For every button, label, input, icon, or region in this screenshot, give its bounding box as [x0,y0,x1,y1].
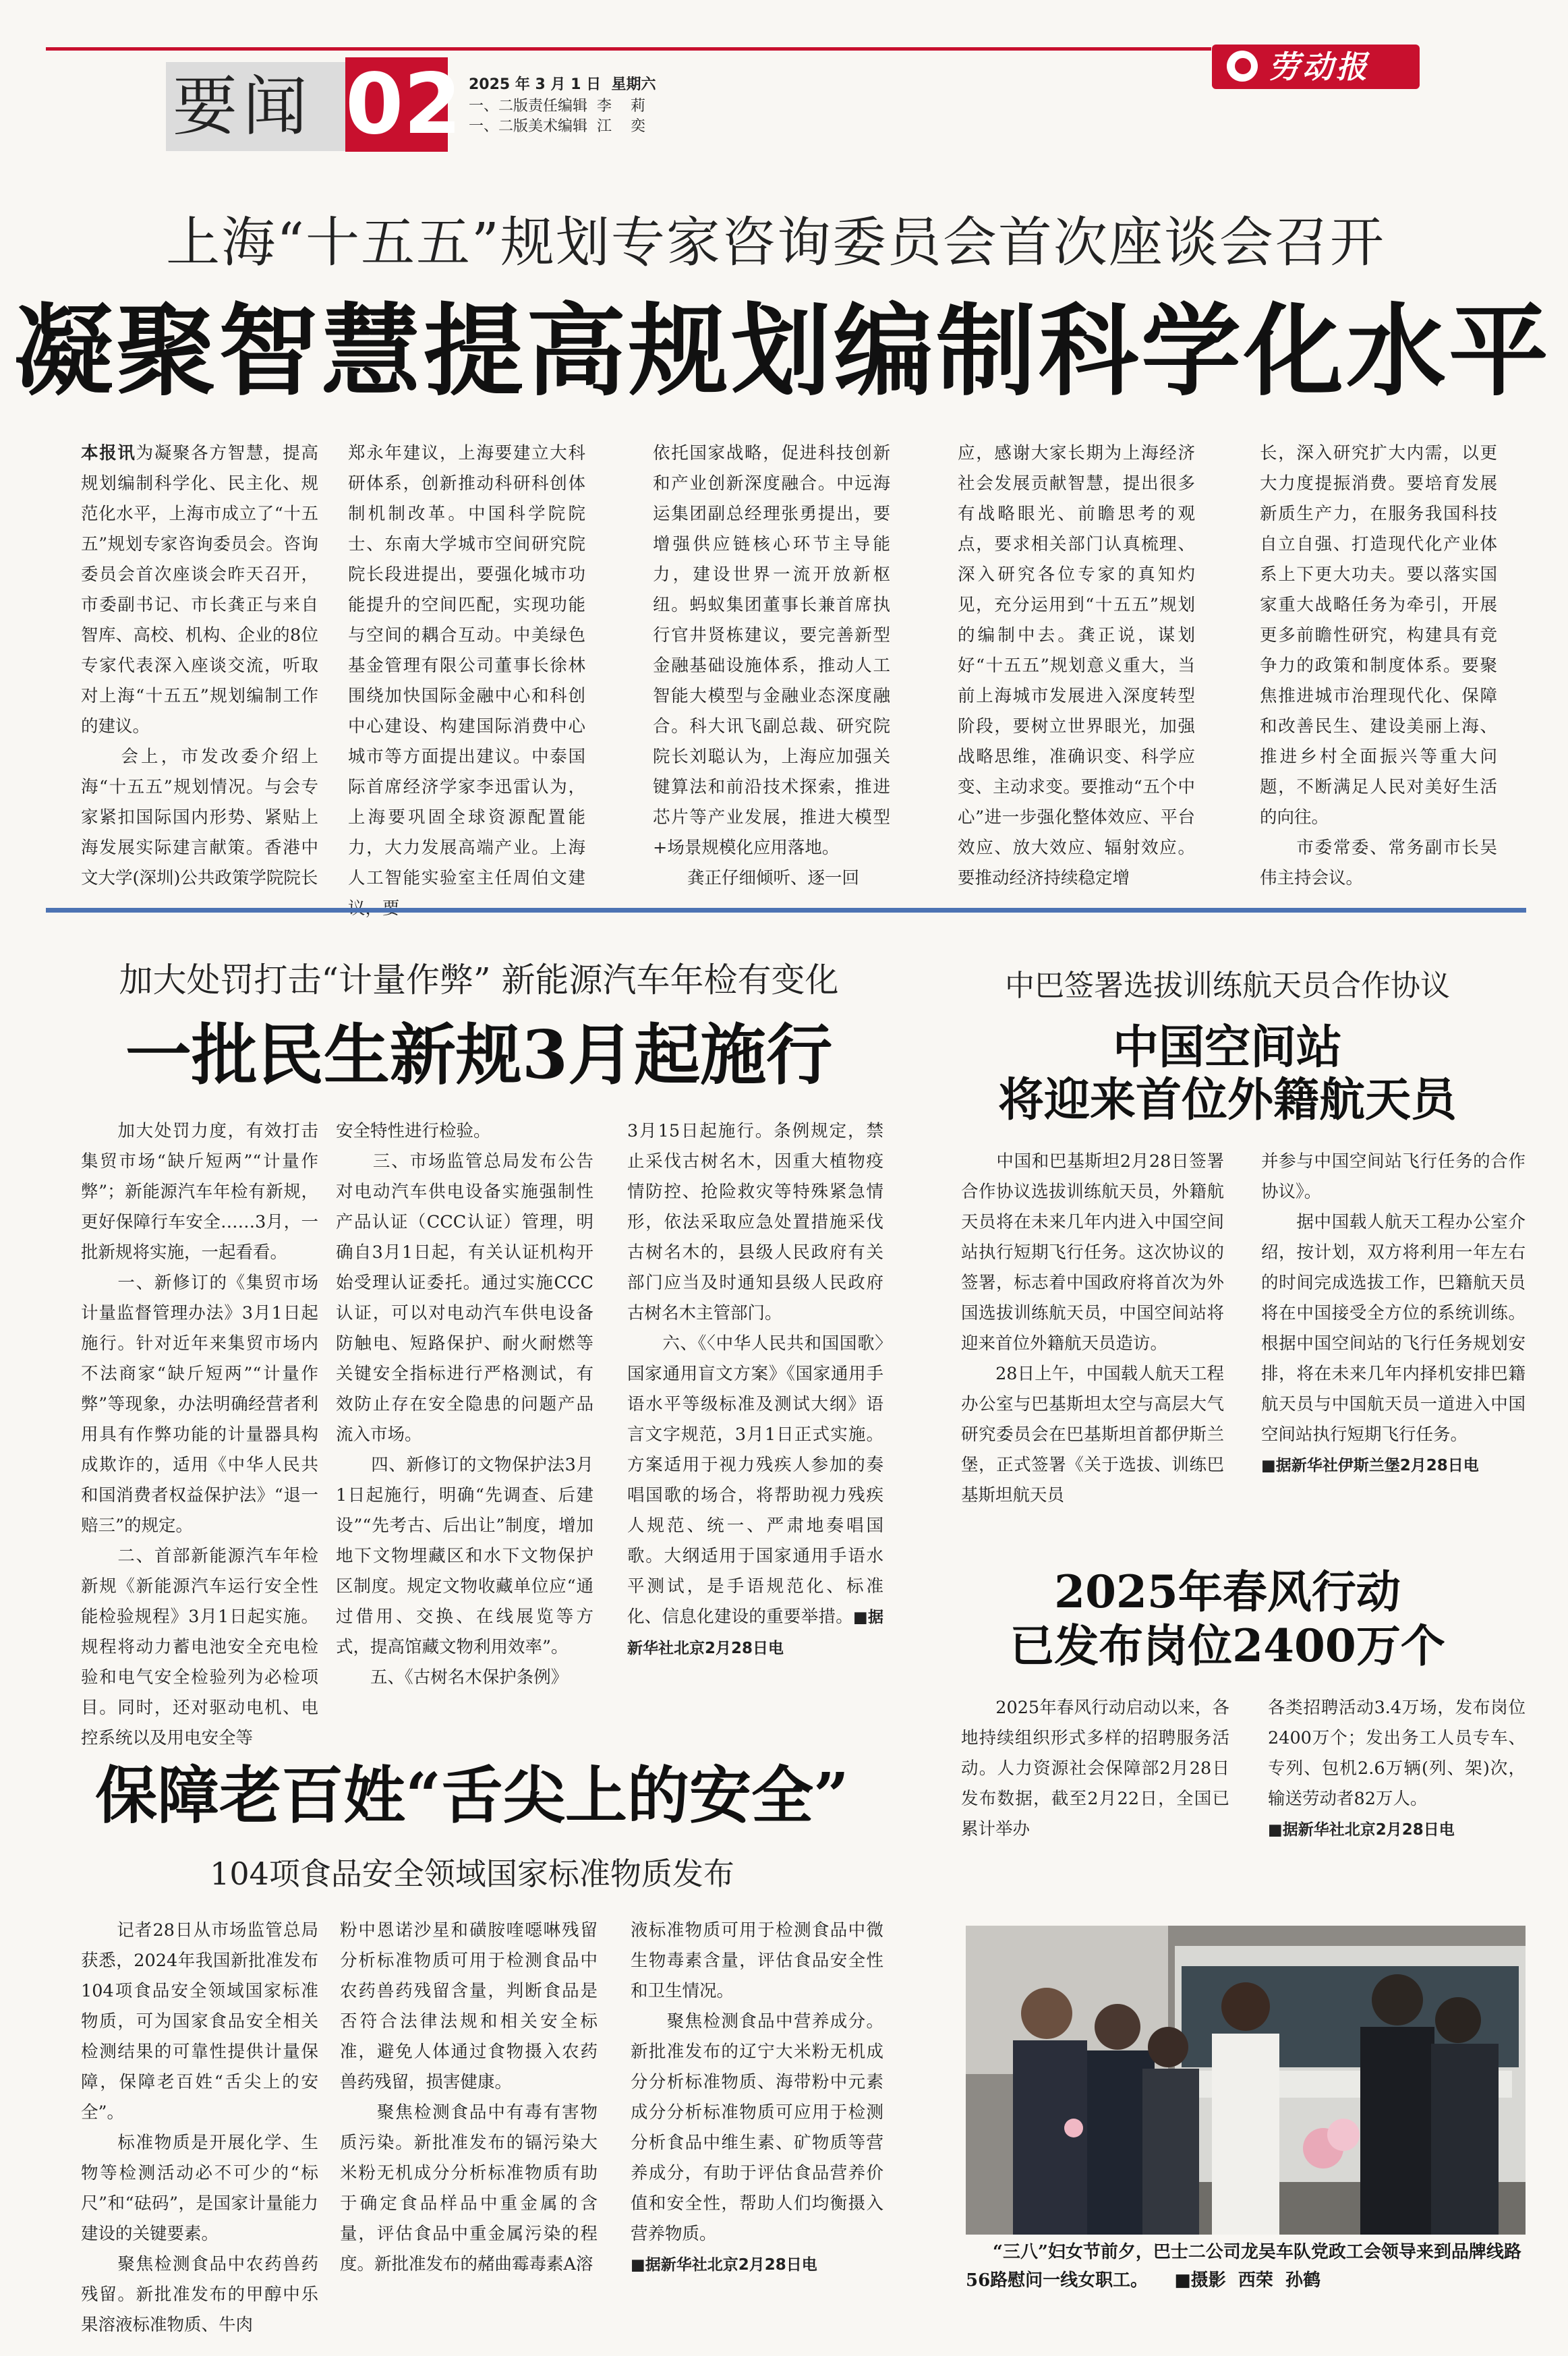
spring-col-2-text: 各类招聘活动3.4万场，发布岗位2400万个；发出务工人员专车、专列、包机2.6万辆(列、架)次，输送劳动者82万人。 [1268,1698,1526,1809]
space-col-2-text: 并参与中国空间站飞行任务的合作协议》。 据中国载人航天工程办公室介绍，按计划，双方将利用一年左右的时间完成选拔工作，巴籍航天员将在中国接受全方位的系统训练。根据中国空间站的飞行任务规划安排，将在未来几年内择机安排巴籍航天员与中国航天员一道进入中国空间站执行短期飞行任务。 [1261,1151,1526,1445]
regs-col-3 [627,1116,883,1723]
lead-byline: 本报讯 [81,443,136,463]
regs-col-3-text: 3月15日起施行。条例规定，禁止采伐古树名木，因重大植物疫情防控、抢险救灾等特殊紧急情形，依法采取应急处置措施采伐古树名木的，县级人民政府有关部门应当及时通知县级人民政府古树名木主管部门。 六、《〈中华人民共和国国歌〉国家通用盲文方案》《国家通用手语水平等级标准及测试大纲》语言文字规范，3月1日正式实施。方案适用于视力残疾人参加的奏唱国歌的场合，将帮助视力残疾人规范、统一、严肃地奏唱国歌。大纲适用于国家通用手语水平测试，是手语规范化、标准化、信息化建设的重要举措。 [627,1121,883,1627]
food-col-2: 粉中恩诺沙星和磺胺喹噁啉残留分析标准物质可用于检测食品中农药兽药残留含量，判断食品是否符合法律法规和相关安全标准，避免人体通过食物摄入农药兽药残留，损害健康。 聚焦检测食品中有毒有害物质污染。新批准发布的镉污染大米粉无机成分分析标准物质有助于确定食品样品中重金属的含量，评估食品中重金属污染的程度。新批准发布的赭曲霉毒素A溶 [340,1920,598,2274]
section-divider-blue [46,908,1526,913]
photo-caption-text: “三八”妇女节前夕，巴士二公司龙吴车队党政工会领导来到品牌线路56路慰问一线女职工。 [966,2242,1521,2291]
section-title: 要闻 [173,69,313,144]
space-headline-2: 将迎来首位外籍航天员 [997,1073,1457,1127]
photo-credit: ■摄影 西荣 孙鹤 [1174,2270,1320,2291]
space-col-1: 中国和巴基斯坦2月28日签署合作协议选拔训练航天员，外籍航天员将在未来几年内进入中国空间站执行短期飞行任务。这次协议的签署，标志着中国政府将首次为外国选拔训练航天员，中国空间站将迎来首位外籍航天员造访。 28日上午，中国载人航天工程办公室与巴基斯坦太空与高层大气研究委员会在巴基斯坦首都伊斯兰堡，正式签署《关于选拔、训练巴基斯坦航天员 [961,1151,1224,1505]
news-photo [966,1926,1526,2235]
spring-headline-2: 已发布岗位2400万个 [1010,1619,1445,1672]
photo-scene [966,1926,1526,2235]
food-credit: ■据新华社北京2月28日电 [631,2256,817,2274]
art-editor-line: 一、二版美术编辑 江 奕 [469,118,645,135]
food-subhead: 104项食品安全领域国家标准物质发布 [210,1856,734,1892]
space-headline-1: 中国空间站 [1112,1021,1342,1074]
lead-col-4: 应，感谢大家长期为上海经济社会发展贡献智慧，提出很多有战略眼光、前瞻思考的观点，要求相关部门认真梳理、深入研究各位专家的真知灼见，充分运用到“十五五”规划的编制中去。龚正说，谋划好“十五五”规划意义重大，当前上海城市发展进入深度转型阶段，要树立世界眼光，加强战略思维，准确识变、科学应变、主动求变。要推动“五个中心”进一步强化整体效应、平台效应、放大效应、辐射效应。要推动经济持续稳定增 [958,443,1195,888]
regs-col-2: 安全特性进行检验。 三、市场监管总局发布公告对电动汽车供电设备实施强制性产品认证（CCC认证）管理，明确自3月1日起，有关认证机构开始受理认证委托。通过实施CCC认证，可以对电动汽车供电设备防触电、短路保护、耐火耐燃等关键安全指标进行严格测试，有效防止存在安全隐患的问题产品流入市场。 四、新修订的文物保护法3月1日起施行，明确“先调查、后建设”“先考古、后出让”制度，增加地下文物埋藏区和水下文物保护区制度。规定文物收藏单位应“通过借用、交换、在线展览等方式，提高馆藏文物利用效率”。 五、《古树名木保护条例》 [336,1121,593,1688]
lead-col-1 [81,438,318,888]
regs-kicker: 加大处罚打击“计量作弊” 新能源汽车年检有变化 [119,960,839,1000]
food-col-3 [631,1916,883,2347]
logo-mark-inner-icon [1235,58,1251,74]
lead-col-1-text: 为凝聚各方智慧，提高规划编制科学化、民主化、规范化水平，上海市成立了“十五五”规划专家咨询委员会。咨询委员会首次座谈会昨天召开，市委副书记、市长龚正与来自智库、高校、机构、企业的8位专家代表深入座谈交流，听取对上海“十五五”规划编制工作的建议。 会上，市发改委介绍上海“十五五”规划情况。与会专家紧扣国际国内形势、紧贴上海发展实际建言献策。香港中文大学(深圳)公共政策学院院长 [81,443,318,888]
spring-col-1: 2025年春风行动启动以来，各地持续组织形式多样的招聘服务活动。人力资源社会保障部2月28日发布数据，截至2月22日，全国已累计举办 [961,1698,1229,1839]
date-line: 2025 年 3 月 1 日 星期六 [469,76,656,93]
spring-credit: ■据新华社北京2月28日电 [1268,1821,1455,1839]
spring-col-2 [1268,1693,1526,1855]
editor-line: 一、二版责任编辑 李 莉 [469,98,645,115]
lead-kicker: 上海“十五五”规划专家咨询委员会首次座谈会召开 [166,211,1385,274]
food-headline: 保障老百姓“舌尖上的安全” [95,1759,849,1832]
top-rule [46,47,1211,51]
food-col-3-text: 液标准物质可用于检测食品中微生物毒素含量，评估食品安全性和卫生情况。 聚焦检测食品中营养成分。新批准发布的辽宁大米粉无机成分分析标准物质、海带粉中元素成分分析标准物质可应用于检测分析食品中维生素、矿物质等营养成分，有助于评估食品营养价值和安全性，帮助人们均衡摄入营养物质。 [631,1920,883,2244]
page-number: 02 [345,56,462,153]
regs-credit: ■据新华社北京2月28日电 [627,1609,883,1657]
space-credit: ■据新华社伊斯兰堡2月28日电 [1261,1457,1479,1474]
space-kicker: 中巴签署选拔训练航天员合作协议 [1005,969,1450,1003]
lead-headline: 凝聚智慧提高规划编制科学化水平 [13,292,1551,409]
lead-col-5: 长，深入研究扩大内需，以更大力度提振消费。要培育发展新质生产力，在服务我国科技自立自强、打造现代化产业体系上下更大功夫。要以落实国家重大战略任务为牵引，开展更多前瞻性研究，构建具有竞争力的政策和制度体系。要聚焦推进城市治理现代化、保障和改善民生、建设美丽上海、推进乡村全面振兴等重大问题，不断满足人民对美好生活的向往。 市委常委、常务副市长吴伟主持会议。 [1260,443,1497,888]
lead-col-3: 依托国家战略，促进科技创新和产业创新深度融合。中远海运集团副总经理张勇提出，要增强供应链核心环节主导能力，建设世界一流开放新枢纽。蚂蚁集团董事长兼首席执行官井贤栋建议，要完善新型金融基础设施体系，推动人工智能大模型与金融业态深度融合。科大讯飞副总裁、研究院院长刘聪认为，上海应加强关键算法和前沿技术探索，推进芯片等产业发展，推进大模型+场景规模化应用落地。 龚正仔细倾听、逐一回 [653,443,890,888]
photo-caption [966,2238,1526,2295]
food-col-1: 记者28日从市场监管总局获悉，2024年我国新批准发布104项食品安全领域国家标准物质，可为国家食品安全相关检测结果的可靠性提供计量保障，保障老百姓“舌尖上的安全”。 标准物质是开展化学、生物等检测活动必不可少的“标尺”和“砝码”，是国家计量能力建设的关键要素。 聚焦检测食品中农药兽药残留。新批准发布的甲醇中乐果溶液标准物质、牛肉 [81,1920,318,2335]
lead-col-2: 郑永年建议，上海要建立大科研体系，创新推动科研科创体制机制改革。中国科学院院士、东南大学城市空间研究院院长段进提出，要强化城市功能提升的空间匹配，实现功能与空间的耦合互动。中美绿色基金管理有限公司董事长徐林围绕加快国际金融中心和科创中心建设、构建国际消费中心城市等方面提出建议。中泰国际首席经济学家李迅雷认为，上海要巩固全球资源配置能力，大力发展高端产业。上海人工智能实验室主任周伯文建 [348,443,585,888]
spring-headline-1: 2025年春风行动 [1054,1565,1401,1618]
logo-text: 劳动报 [1269,49,1370,85]
space-col-2 [1261,1147,1526,1565]
regs-headline: 一批民生新规3月起施行 [125,1016,833,1094]
logo-badge [1212,45,1420,89]
regs-col-1: 加大处罚力度，有效打击集贸市场“缺斤短两”“计量作弊”；新能源汽车年检有新规，更好保障行车安全……3月，一批新规将实施，一起看看。 一、新修订的《集贸市场计量监督管理办法》3月1日起施行。针对近年来集贸市场内不法商家“缺斤短两”“计量作弊”等现象，办法明确经营者利用具有作弊功能的计量器具构成欺诈的，适用《中华人民共和国消费者权益保护法》“退一赔三”的规定。 二、首部新能源汽车年检新规《新能源汽车运行安全性能检验规程》3月1日起实施。规程将动力蓄电池安全充电检验和电气安全检验列为必检项目。同时，还对驱动电机、电控系统以及用电安全等 [81,1121,318,1748]
